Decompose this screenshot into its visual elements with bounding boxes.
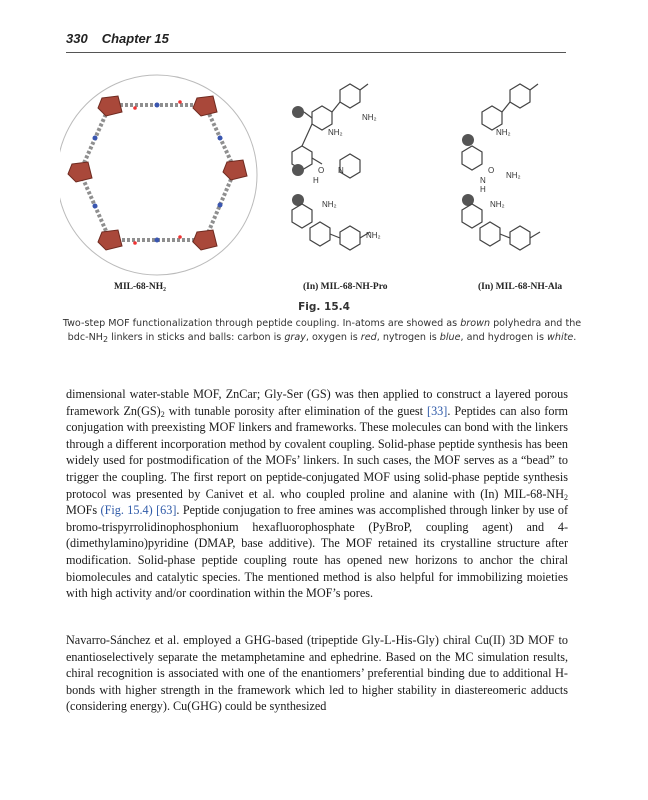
nh2-label-5: NH₂ bbox=[496, 128, 511, 137]
n-label-1: N bbox=[338, 166, 344, 175]
o-label-1: O bbox=[318, 166, 325, 175]
reference-33-link[interactable]: [33] bbox=[427, 403, 448, 418]
label-mil-68-nh2: MIL-68-NH₂ bbox=[114, 282, 166, 292]
nh2-label-1: NH₂ bbox=[328, 128, 343, 137]
mof-ring-illustration bbox=[60, 75, 267, 275]
running-header bbox=[66, 30, 566, 53]
figure-15-4-link[interactable]: (Fig. 15.4) bbox=[100, 503, 153, 518]
mil-68-nh-pro-structure bbox=[292, 84, 370, 250]
figure-caption: Two-step MOF functionalization through peptide coupling. In-atoms are showed as brown polyhedra and the bdc-$NH_2$ linkers in sticks and balls: carbon is gray, oxygen is red, nytrogen is blue, and hydrogen is white. bbox=[62, 318, 582, 344]
page-number: 330 bbox=[66, 31, 88, 46]
paragraph-1: dimensional water-stable MOF, ZnCar; Gly-Ser (GS) was then applied to construct a layered porous framework $Zn(GS)_2$ with tunable porosity after elimination of the guest [33]. Peptides can also form conjugation with preexisting MOF linkers and frameworks. These molecules can bond with the linkers through a different incorporation method by covalent coupling. Solid-phase peptide synthesis has been widely used for postmodification of the MOFs’ linkers. In such cases, the MOF serves as a “bead” to trigger the coupling. The first report on peptide-conjugated MOF using solid-phase peptide synthesis protocol was presented by Canivet et al. who coupled proline and alanine with (In) MIL-$68-NH_2$ MOFs (Fig. 15.4) [63]. Peptide conjugation to free amines was accomplished through linker by use of bromo-trispyrrolidinophosphonium hexafluorophosphate (PyBroP, coupling agent) and 4-(dimethylamino)pyridine (DMAP, base additive). The MOF retained its crystalline structure after modification. Solid-phase peptide coupling route has opened new horizons to anchor the chiral biomolecules and catalytic species. The mentioned method is also helpful for immobilizing moieties with high activity and/or coordination within the MOF’s pores. bbox=[66, 387, 568, 601]
figure-illustration bbox=[60, 60, 580, 300]
label-mil-68-nh-pro: (In) MIL-68-NH-Pro bbox=[303, 282, 388, 292]
h-label-2: H bbox=[480, 185, 486, 194]
chapter-title: Chapter 15 bbox=[101, 31, 169, 46]
nh2-label-6: NH₂ bbox=[506, 171, 521, 180]
nh2-label-3: NH₂ bbox=[322, 200, 337, 209]
mil-68-nh-ala-structure bbox=[462, 84, 540, 250]
h-label-1: H bbox=[313, 176, 319, 185]
nh2-label-2: NH₂ bbox=[362, 113, 377, 122]
figure-15-4 bbox=[60, 60, 580, 300]
reference-63-link[interactable]: [63] bbox=[156, 503, 177, 518]
label-mil-68-nh-ala: (In) MIL-68-NH-Ala bbox=[478, 282, 563, 292]
paragraph-2: Navarro-Sánchez et al. employed a GHG-based (tripeptide Gly-L-His-Gly) chiral Cu(II) 3D MOF to enantioselectively separate the metamphetamine and ephedrine. Based on the MC simulation results, chiral recognition is associated with one of the enantiomers’ preferential binding due to additional H-bonds with higher strength in the framework which led to higher stability in diastereomeric adducts (considering energy). Cu(GHG) could be synthesized bbox=[66, 633, 568, 714]
nh2-label-7: NH₂ bbox=[490, 200, 505, 209]
n-label-2: N bbox=[480, 176, 486, 185]
nh2-label-4: NH₂ bbox=[366, 231, 381, 240]
o-label-2: O bbox=[488, 166, 495, 175]
figure-title: Fig. 15.4 bbox=[298, 301, 350, 313]
